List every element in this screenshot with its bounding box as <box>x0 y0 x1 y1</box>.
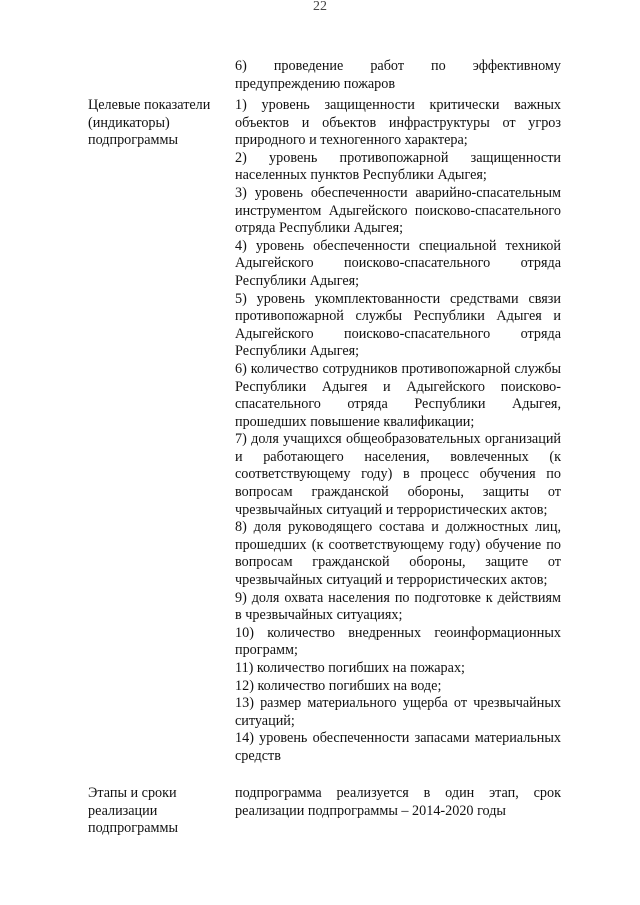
page-number: 22 <box>313 0 327 13</box>
target-item: 13) размер материального ущерба от чрезвычайных ситуаций; <box>235 695 561 729</box>
target-item: 11) количество погибших на пожарах; <box>235 660 465 676</box>
target-item: 3) уровень обеспеченности аварийно-спасательным инструментом Адыгейского поисково-спасательного отряда Республики Адыгея; <box>235 184 561 237</box>
target-item: 14) уровень обеспеченности запасами материальных средств <box>235 730 561 764</box>
target-item: 10) количество внедренных геоинформационных программ; <box>235 624 561 659</box>
stages-label: Этапы и сроки реализации подпрограммы <box>88 785 178 837</box>
target-item: 6) количество сотрудников противопожарной службы Республики Адыгея и Адыгейского поисково-спасательного отряда Республики Адыгея, прошедших повышение квалификации; <box>235 360 561 430</box>
target-item: 5) уровень укомплектованности средствами связи противопожарной службы Республики Адыгея и Адыгейского поисково-спасательного отряда Республики Адыгея; <box>235 290 561 360</box>
target-item: 1) уровень защищенности критически важных объектов и объектов инфраструктуры от угроз природного и техногенного характера; <box>235 97 561 149</box>
target-item: 9) доля охвата населения по подготовке к действиям в чрезвычайных ситуациях; <box>235 589 561 624</box>
target-item: 4) уровень обеспеченности специальной техникой Адыгейского поисково-спасательного отряда Республики Адыгея; <box>235 237 561 289</box>
intro-item: 6) проведение работ по эффективному предупреждению пожаров <box>235 58 561 92</box>
stages-text: подпрограмма реализуется в один этап, срок реализации подпрограммы – 2014-2020 годы <box>235 785 561 819</box>
targets-label: Целевые показатели (индикаторы) подпрограммы <box>88 97 211 149</box>
targets-list <box>235 97 561 766</box>
target-item: 7) доля учащихся общеобразовательных организаций и работающего населения, вовлеченных (к соответствующему году) в процесс обучения по вопросам гражданской обороны, защиты от чрезвычайных ситуаций и террористических актов; <box>235 431 561 518</box>
target-item: 8) доля руководящего состава и должностных лиц, прошедших (к соответствующему году) обучение по вопросам гражданской обороны, защите от чрезвычайных ситуаций и террористических актов; <box>235 519 561 589</box>
target-item: 12) количество погибших на воде; <box>235 677 442 694</box>
target-item: 2) уровень противопожарной защищенности населенных пунктов Республики Адыгея; <box>235 149 561 184</box>
